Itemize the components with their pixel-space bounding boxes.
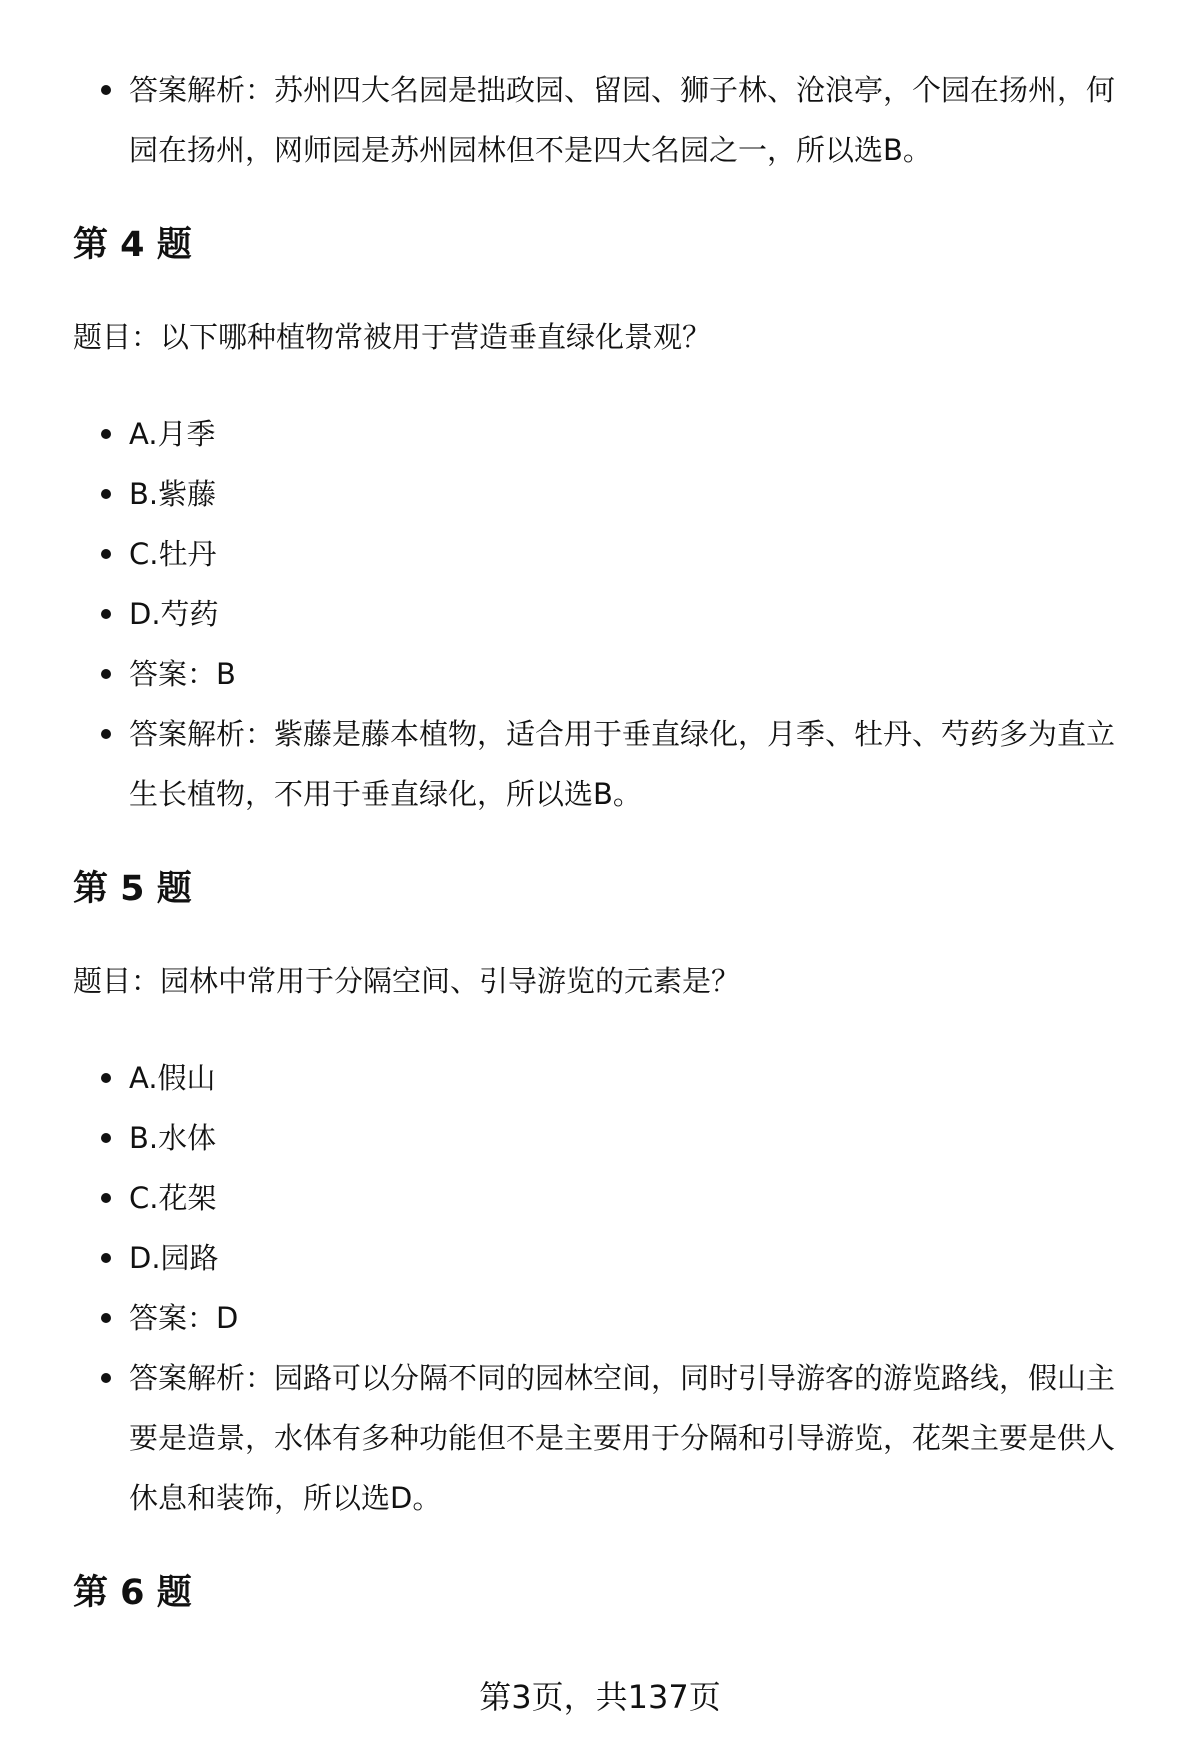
option-item: B.紫藤: [73, 464, 1143, 524]
question-5: [73, 864, 1143, 1528]
option-list: [73, 404, 1143, 824]
option-item: A.月季: [73, 404, 1143, 464]
question-6: [73, 1568, 1143, 1618]
option-item: D.芍药: [73, 584, 1143, 644]
option-item: D.园路: [73, 1228, 1143, 1288]
question-text: 题目：园林中常用于分隔空间、引导游览的元素是？: [73, 964, 741, 998]
question-heading: 第 4 题: [73, 225, 192, 265]
question-heading: 第 5 题: [73, 869, 192, 909]
explanation-item: 答案解析：苏州四大名园是拙政园、留园、狮子林、沧浪亭，个园在扬州，何园在扬州，网师园是苏州园林但不是四大名园之一，所以选B。: [73, 60, 1143, 180]
option-item: B.水体: [73, 1108, 1143, 1168]
option-item: A.假山: [73, 1048, 1143, 1108]
option-item: C.花架: [73, 1168, 1143, 1228]
page-content: [73, 60, 1143, 1618]
question-4: [73, 220, 1143, 824]
explanation-item: 答案解析：紫藤是藤本植物，适合用于垂直绿化，月季、牡丹、芍药多为直立生长植物，不用于垂直绿化，所以选B。: [73, 704, 1143, 824]
option-list: [73, 1048, 1143, 1528]
explanation-item: 答案解析：园路可以分隔不同的园林空间，同时引导游客的游览路线，假山主要是造景，水体有多种功能但不是主要用于分隔和引导游览，花架主要是供人休息和装饰，所以选D。: [73, 1348, 1143, 1528]
page-number-footer: 第3页，共137页: [479, 1678, 721, 1716]
question-heading: 第 6 题: [73, 1573, 192, 1613]
previous-question-tail: [73, 60, 1143, 180]
answer-item: 答案：B: [73, 644, 1143, 704]
option-item: C.牡丹: [73, 524, 1143, 584]
answer-item: 答案：D: [73, 1288, 1143, 1348]
question-text: 题目：以下哪种植物常被用于营造垂直绿化景观？: [73, 320, 712, 354]
